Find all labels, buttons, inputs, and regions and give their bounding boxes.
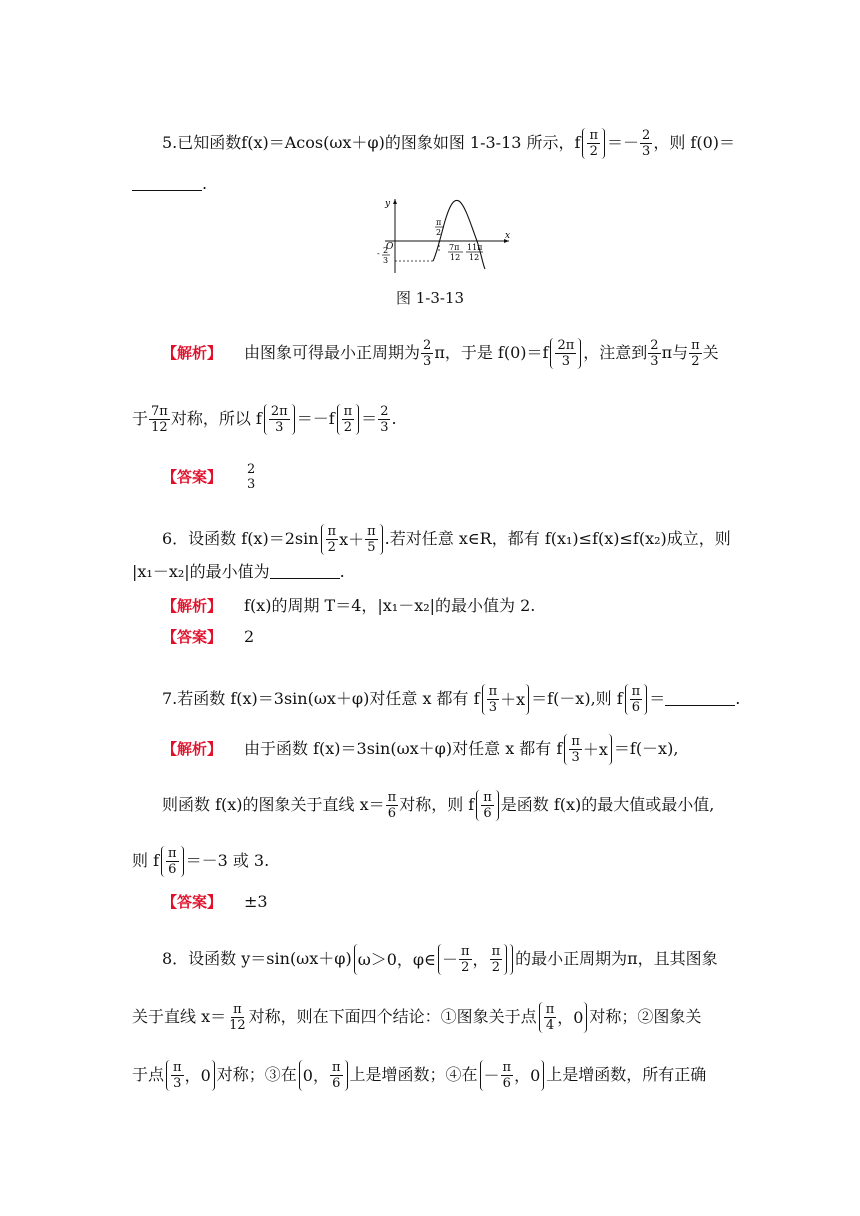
- sol5-answer: [162, 462, 732, 492]
- axis-x-label: x: [505, 231, 511, 241]
- analysis-tag: 【解析】: [162, 740, 223, 758]
- fraction: $\frac{\pi}{2}$: [589, 128, 599, 159]
- tick-label: 12: [450, 253, 461, 262]
- q7-solution-2: 则函数 f(x)的图象关于直线 x＝ $\frac{\pi}{6}$ 对称，则 f $\frac{\pi}{6}$ 是函数 f(x)的最大值或最小值,: [162, 790, 715, 821]
- origin-label: O: [386, 242, 394, 252]
- tick-label: 2: [383, 246, 389, 255]
- q7-solution-3: 则 f $\frac{\pi}{6}$ ＝－3 或 3.: [132, 846, 270, 877]
- sol5-line-2: 于 $\frac{7\pi}{12}$ 对称，所以 f $\frac{2\pi}{3}$ ＝－f $\frac{\pi}{2}$ ＝ $\frac{2}{3}$ .: [132, 404, 397, 435]
- answer-blank: [270, 562, 340, 579]
- analysis-tag: 【解析】: [162, 344, 223, 362]
- q5-line-1: [162, 128, 735, 159]
- q6-line-1: 6．设函数 f(x)＝2sin $\frac{\pi}{2}$ x＋ $\frac{\pi}{5}$ .若对任意 x∈R，都有 f(x₁)≤f(x)≤f(x₂)成立，则: [162, 524, 731, 555]
- q8-line-3: 于点 $\frac{\pi}{3}$ ，0 对称；③在 0， $\frac{\pi}{6}$ 上是增函数；④在 － $\frac{\pi}{6}$ ，0 上是增函数，所有正确: [132, 1060, 707, 1091]
- tick-label: 2: [436, 228, 442, 237]
- q5-text: f(x)＝Acos(ωx＋φ)的图象如图 1-3-13 所示，f: [241, 133, 581, 152]
- answer-blank: [665, 689, 735, 706]
- tick-label: 7π: [449, 243, 460, 252]
- sol5-line-1: 【解析】 由图象可得最小正周期为 $\frac{2}{3}$ π，于是 f(0)＝f $\frac{2\pi}{3}$ ，注意到 $\frac{2}{3}$ π与 $\frac{\pi}{2}$ 关: [162, 338, 719, 369]
- q6-line-2: |x₁－x₂|的最小值为 .: [132, 562, 345, 581]
- answer-tag: 【答案】: [162, 628, 223, 646]
- q6-answer: [162, 625, 732, 649]
- q7-answer: [162, 890, 732, 914]
- answer-blank: [132, 174, 202, 191]
- paren-group: $\frac{2\pi}{3}$: [550, 338, 581, 369]
- tick-label: 12: [469, 253, 480, 262]
- fraction: $\frac{2}{3}$: [642, 128, 651, 159]
- svg-text:-: -: [377, 249, 380, 258]
- function-graph-figure: [375, 195, 515, 277]
- answer-value: 2 3: [247, 462, 256, 492]
- q8-line-2: 关于直线 x＝ $\frac{\pi}{12}$ 对称，则在下面四个结论：①图象关于点 $\frac{\pi}{4}$ ，0 对称；②图象关: [132, 1002, 702, 1033]
- tick-label: 11π: [467, 243, 483, 252]
- answer-tag: 【答案】: [162, 893, 223, 911]
- q5-text: ，则 f(0)＝: [653, 133, 735, 152]
- q7-solution-1: 【解析】 由于函数 f(x)＝3sin(ωx＋φ)对任意 x 都有 f $\frac{\pi}{3}$ ＋x ＝f(－x),: [162, 734, 679, 765]
- q5-line-2: .: [132, 172, 732, 196]
- figure-caption: 图 1-3-13: [395, 289, 465, 307]
- paren-group: [582, 128, 605, 159]
- fraction: $\frac{2}{3}$: [423, 338, 432, 369]
- answer-tag: 【答案】: [162, 467, 223, 486]
- analysis-tag: 【解析】: [162, 597, 223, 615]
- answer-value: ±3: [244, 892, 268, 911]
- paren-group: $\frac{\pi}{2}$ x＋ $\frac{\pi}{5}$: [321, 524, 383, 555]
- answer-value: 2: [244, 627, 255, 646]
- q8-line-1: 8．设函数 y＝sin(ωx＋φ) ω＞0，φ∈ － $\frac{\pi}{2}$ ， $\frac{\pi}{2}$ 的最小正周期为π，且其图象: [162, 944, 718, 975]
- q6-solution: 【解析】 f(x)的周期 T＝4，|x₁－x₂|的最小值为 2.: [162, 596, 536, 615]
- q7-line-1: 7.若函数 f(x)＝3sin(ωx＋φ)对任意 x 都有 f $\frac{\pi}{3}$ ＋x ＝f(－x),则 f $\frac{\pi}{6}$ ＝ .: [162, 684, 741, 715]
- tick-label: 3: [383, 256, 389, 265]
- paren-group: ω＞0，φ∈ － $\frac{\pi}{2}$ ， $\frac{\pi}{2}$: [354, 944, 513, 975]
- q5-text: ＝－: [607, 133, 640, 152]
- axis-y-label: y: [385, 199, 391, 209]
- q5-text: 5.已知函数: [162, 133, 242, 152]
- tick-label: π: [436, 218, 442, 227]
